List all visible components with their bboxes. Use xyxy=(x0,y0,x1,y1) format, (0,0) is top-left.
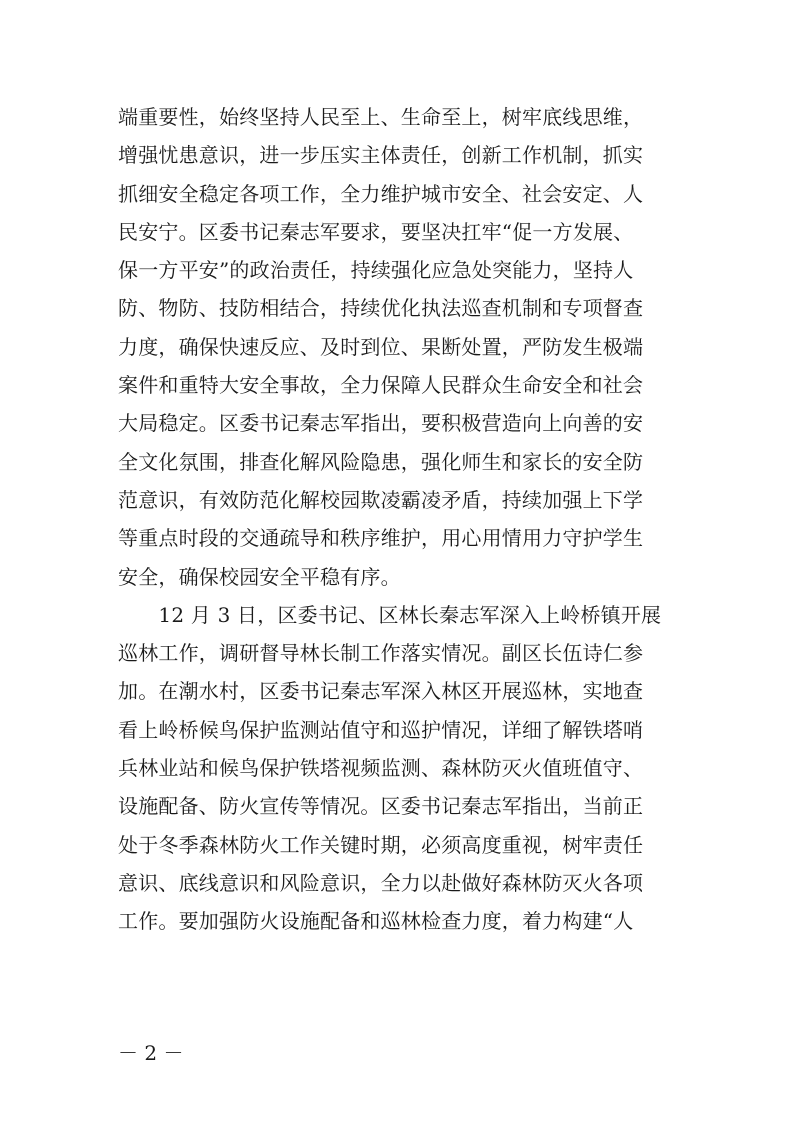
text-line: 防、物防、技防相结合，持续优化执法巡查机制和专项督查 xyxy=(118,296,644,321)
text-line: 12 月 3 日，区委书记、区林长秦志军深入上岭桥镇开展 xyxy=(118,602,662,627)
text-line: 民安宁。区委书记秦志军要求，要坚决扛牢“促一方发展、 xyxy=(118,219,634,244)
text-line: 看上岭桥候鸟保护监测站值守和巡护情况，详细了解铁塔哨 xyxy=(118,717,644,742)
text-line: 巡林工作，调研督导林长制工作落实情况。副区长伍诗仁参 xyxy=(118,641,644,666)
page-number: － 2 － xyxy=(118,1041,184,1065)
text-line: 保一方平安”的政治责任，持续强化应急处突能力，坚持人 xyxy=(118,258,634,283)
text-line: 范意识，有效防范化解校园欺凌霸凌矛盾，持续加强上下学 xyxy=(118,487,644,512)
text-line: 等重点时段的交通疏导和秩序维护，用心用情用力守护学生 xyxy=(118,526,644,551)
text-line: 兵林业站和候鸟保护铁塔视频监测、森林防灭火值班值守、 xyxy=(118,756,644,781)
text-line: 意识、底线意识和风险意识，全力以赴做好森林防灭火各项 xyxy=(118,870,644,895)
text-line: 大局稳定。区委书记秦志军指出，要积极营造向上向善的安 xyxy=(118,411,644,436)
text-line: 增强忧患意识，进一步压实主体责任，创新工作机制，抓实 xyxy=(118,143,644,168)
text-line: 案件和重特大安全事故，全力保障人民群众生命安全和社会 xyxy=(118,373,644,398)
text-line: 抓细安全稳定各项工作，全力维护城市安全、社会安定、人 xyxy=(118,181,644,206)
text-line: 工作。要加强防火设施配备和巡林检查力度，着力构建“人 xyxy=(118,909,634,934)
text-line: 端重要性，始终坚持人民至上、生命至上，树牢底线思维， xyxy=(118,105,644,129)
text-line: 加。在潮水村，区委书记秦志军深入林区开展巡林，实地查 xyxy=(118,679,644,704)
text-line: 安全，确保校园安全平稳有序。 xyxy=(118,564,401,589)
text-line: 力度，确保快速反应、及时到位、果断处置，严防发生极端 xyxy=(118,334,644,359)
text-line: 设施配备、防火宣传等情况。区委书记秦志军指出，当前正 xyxy=(118,794,644,819)
text-line: 处于冬季森林防火工作关键时期，必须高度重视，树牢责任 xyxy=(118,832,644,857)
text-line: 全文化氛围，排查化解风险隐患，强化师生和家长的安全防 xyxy=(118,449,644,474)
body-text xyxy=(118,98,698,941)
